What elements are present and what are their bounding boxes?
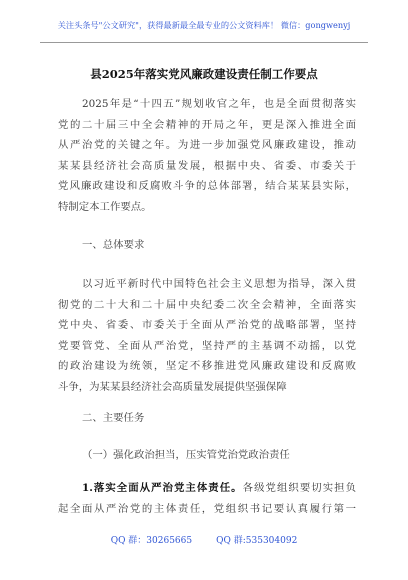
paragraph-line: 以习近平新时代中国特色社会主义思想为指导，深入贯 bbox=[82, 278, 356, 290]
subsection-heading-political-responsibility: （一）强化政治担当，压实管党治党政治责任 bbox=[82, 449, 290, 461]
footer-contact bbox=[0, 533, 408, 546]
paragraph-line: 彻党的二十大和二十届中央纪委二次全会精神，全面落实 bbox=[58, 298, 356, 311]
paragraph-line: 的政治建设为统领，坚定不移推进党风廉政建设和反腐败 bbox=[58, 360, 356, 372]
general-requirements-paragraph bbox=[58, 274, 356, 397]
paragraph-line: 起全面从严治党的主体责任，党组织书记要认真履行第一 bbox=[58, 502, 356, 515]
task-item-1-text: 各级党组织要切实担负 bbox=[242, 482, 356, 494]
footer-qq-group-1: QQ 群：30265665 bbox=[110, 536, 193, 546]
section-heading-general-requirements: 一、总体要求 bbox=[82, 239, 145, 251]
header-banner: 关注头条号"公文研究"，获得最新最全最专业的公文资料库！ 微信：gongwenyj bbox=[57, 20, 351, 30]
paragraph-line: 2025年是“十四五”规划收官之年，也是全面贯彻落实 bbox=[82, 98, 356, 110]
paragraph-line: 党中央、省委、市委关于全面从严治党的战略部署，坚持 bbox=[58, 319, 356, 331]
paragraph-line: 某某县经济社会高质量发展，根据中央、省委、市委关于 bbox=[58, 159, 356, 172]
header-divider bbox=[40, 42, 368, 43]
paragraph-line: 党风廉政建设和反腐败斗争的总体部署，结合某某县实际， bbox=[58, 180, 356, 192]
paragraph-line bbox=[58, 478, 356, 499]
paragraph-line: 从严治党的关键之年。为进一步加强党风廉政建设，推动 bbox=[58, 139, 356, 151]
intro-paragraph bbox=[58, 94, 356, 217]
task-item-1-title: 1.落实全面从严治党主体责任。 bbox=[82, 482, 243, 494]
paragraph-line: 特制定本工作要点。 bbox=[58, 200, 152, 213]
paragraph-line: 斗争，为某某县经济社会高质量发展提供坚强保障 bbox=[58, 380, 287, 393]
paragraph-line: 党要管党、全面从严治党，坚持严的主基调不动摇，以党 bbox=[58, 339, 356, 352]
paragraph-line: 党的二十届三中全会精神的开局之年，更是深入推进全面 bbox=[58, 118, 356, 131]
task-item-1 bbox=[58, 478, 356, 519]
document-title: 县2025年落实党风廉政建设责任制工作要点 bbox=[90, 67, 318, 81]
section-heading-main-tasks: 二、主要任务 bbox=[82, 412, 145, 424]
footer-qq-group-2: QQ 群:535304092 bbox=[216, 536, 298, 546]
